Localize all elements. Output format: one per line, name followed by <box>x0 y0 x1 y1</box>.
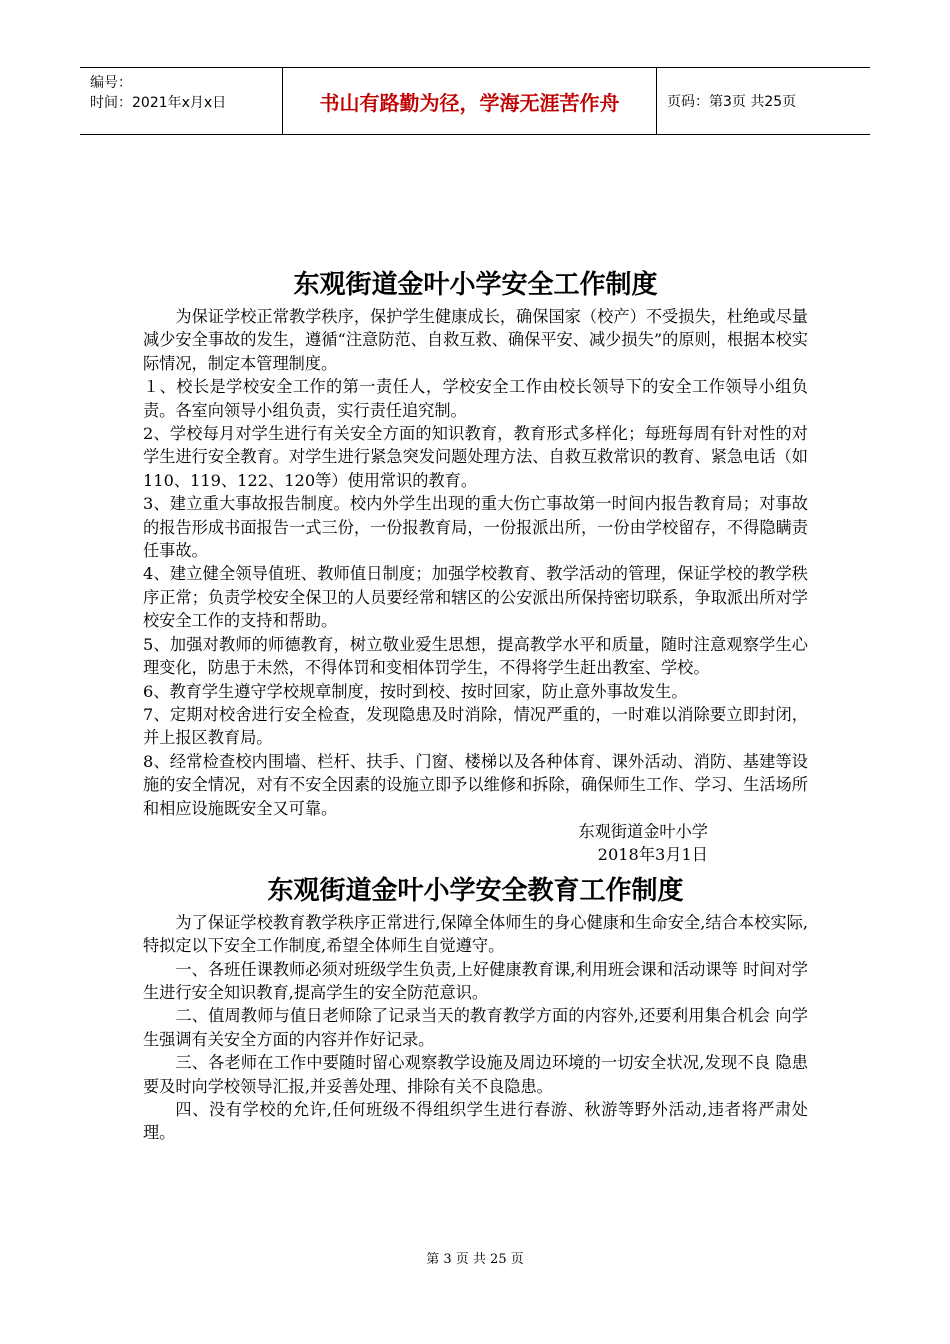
doc1-paragraph: １、校长是学校安全工作的第一责任人，学校安全工作由校长领导下的安全工作领导小组负责。各室向领导小组负责，实行责任追究制。 <box>143 377 808 420</box>
page-header <box>80 67 870 135</box>
doc1-paragraph: 4、建立健全领导值班、教师值日制度；加强学校教育、教学活动的管理，保证学校的教学秩序正常；负责学校安全保卫的人员要经常和辖区的公安派出所保持密切联系，争取派出所对学校安全工作的支持和帮助。 <box>143 564 808 631</box>
doc1-paragraph: 8、经常检查校内围墙、栏杆、扶手、门窗、楼梯以及各种体育、课外活动、消防、基建等设施的安全情况，对有不安全因素的设施立即予以维修和拆除，确保师生工作、学习、生活场所和相应设施既安全又可靠。 <box>143 751 808 818</box>
header-page-info: 页码：第3页 共25页 <box>667 94 797 110</box>
doc1-title: 东观街道金叶小学安全工作制度 <box>293 270 658 300</box>
doc1-paragraph: 3、建立重大事故报告制度。校内外学生出现的重大伤亡事故第一时间内报告教育局；对事故的报告形成书面报告一式三份，一份报教育局，一份报派出所，一份由学校留存，不得隐瞒责任事故。 <box>143 494 808 561</box>
doc2-title: 东观街道金叶小学安全教育工作制度 <box>267 875 684 906</box>
page-footer: 第 3 页 共 25 页 <box>426 1252 524 1267</box>
document-body <box>143 265 808 1145</box>
doc1-paragraph: 2、学校每月对学生进行有关安全方面的知识教育，教育形式多样化；每班每周有针对性的对学生进行安全教育。对学生进行紧急突发问题处理方法、自救互救常识的教育、紧急电话（如110、119、122、120等）使用常识的教育。 <box>143 424 808 490</box>
header-number-label: 编号： <box>90 75 132 91</box>
doc1-signature-org: 东观街道金叶小学 <box>578 821 708 841</box>
doc2-paragraph: 为了保证学校教育教学秩序正常进行,保障全体师生的身心健康和生命安全,结合本校实际,特拟定以下安全工作制度,希望全体师生自觉遵守。 <box>143 912 808 956</box>
header-motto: 书山有路勤为径，学海无涯苦作舟 <box>283 68 657 134</box>
header-meta <box>80 68 283 134</box>
doc1-paragraph: 为保证学校正常教学秩序，保护学生健康成长，确保国家（校产）不受损失，杜绝或尽量减少安全事故的发生，遵循“注意防范、自救互救、确保平安、减少损失”的原则，根据本校实际情况，制定本管理制度。 <box>143 307 808 373</box>
doc2-paragraph: 三、各老师在工作中要随时留心观察教学设施及周边环境的一切安全状况,发现不良 隐患要及时向学校领导汇报,并妥善处理、排除有关不良隐患。 <box>143 1053 808 1096</box>
doc2-paragraph: 四、没有学校的允许,任何班级不得组织学生进行春游、秋游等野外活动,违者将严肃处理。 <box>143 1100 808 1143</box>
doc1-paragraph: 6、教育学生遵守学校规章制度，按时到校、按时回家，防止意外事故发生。 <box>143 681 688 701</box>
doc1-paragraph: 5、加强对教师的师德教育，树立敬业爱生思想，提高教学水平和质量，随时注意观察学生心理变化，防患于未然，不得体罚和变相体罚学生，不得将学生赶出教室、学校。 <box>143 634 808 678</box>
doc1-paragraph: 7、定期对校舍进行安全检查，发现隐患及时消除，情况严重的，一时难以消除要立即封闭，并上报区教育局。 <box>143 704 808 748</box>
header-time-label: 时间：2021年x月x日 <box>90 95 227 111</box>
doc1-signature-date: 2018年3月1日 <box>597 845 708 865</box>
doc2-paragraph: 二、值周教师与值日老师除了记录当天的教育教学方面的内容外,还要利用集合机会 向学生强调有关安全方面的内容并作好记录。 <box>143 1006 808 1049</box>
doc2-paragraph: 一、各班任课教师必须对班级学生负责,上好健康教育课,利用班会课和活动课等 时间对学生进行安全知识教育,提高学生的安全防范意识。 <box>143 959 808 1002</box>
